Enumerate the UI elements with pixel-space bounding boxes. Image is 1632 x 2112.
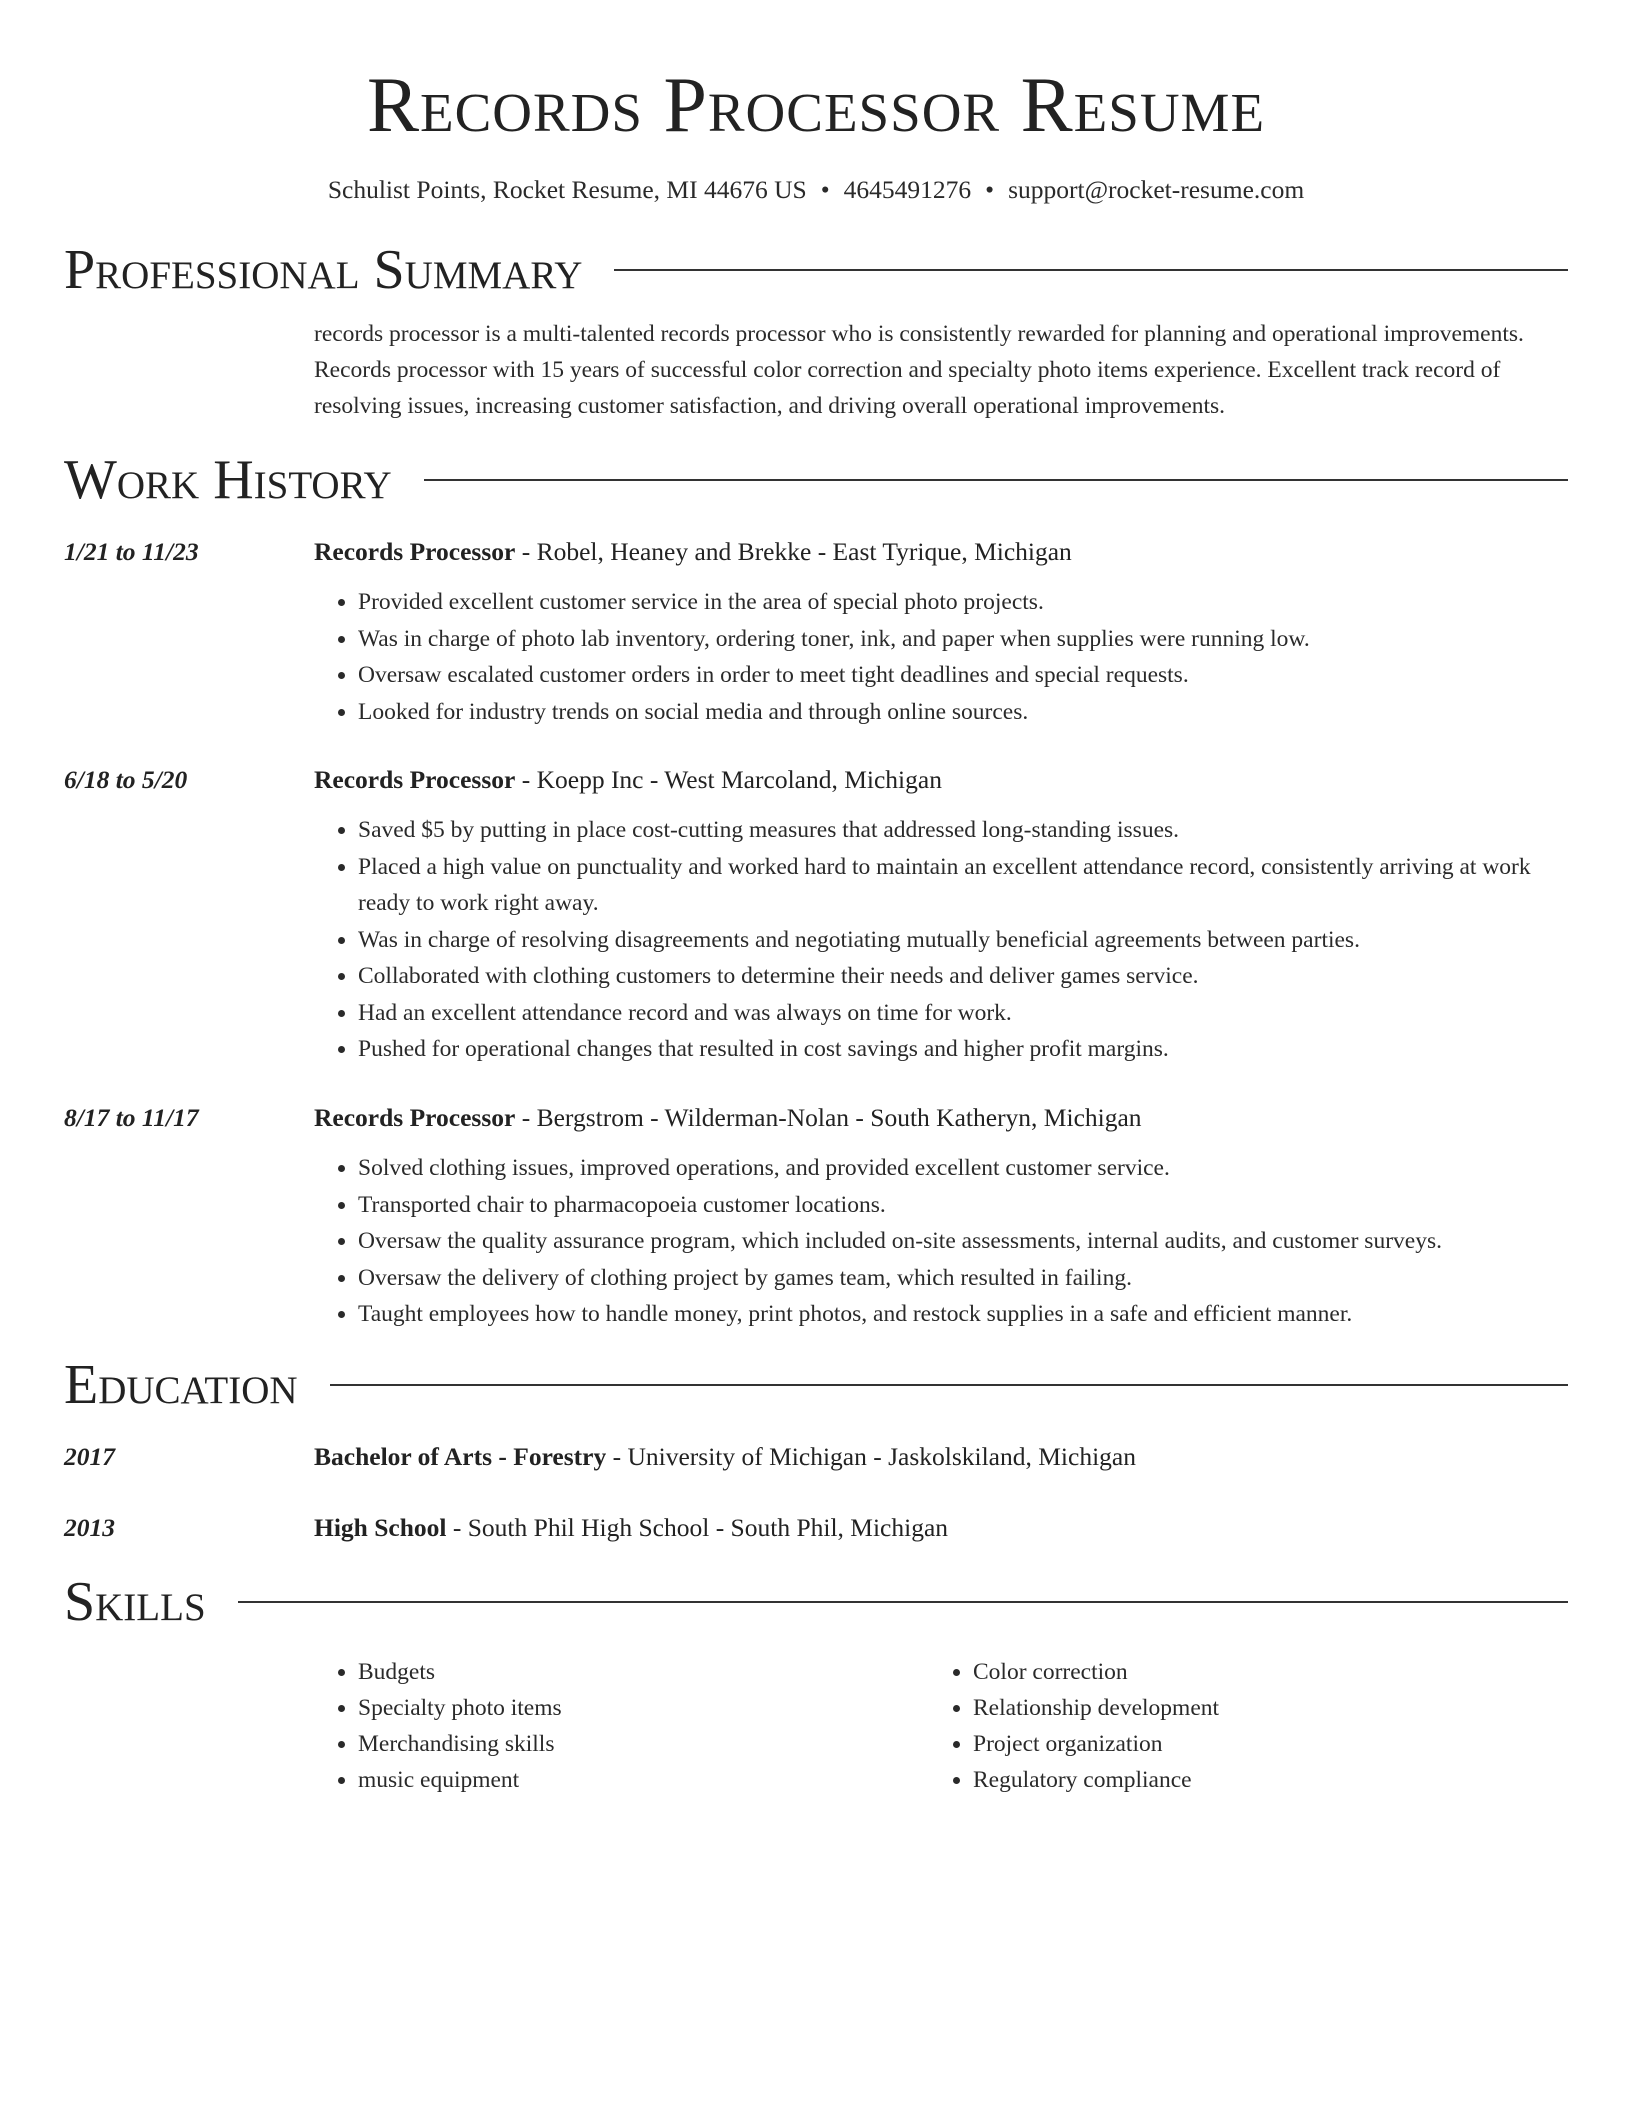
education-degree: Bachelor of Arts - Forestry [314, 1441, 607, 1471]
job-bullet: • Taught employees how to handle money, print photos, and restock supplies in a safe and efficient manner. [358, 1296, 1568, 1332]
education-entry [64, 1510, 1568, 1546]
job-dates: 6/18 to 5/20 [64, 765, 188, 795]
resume-title: Records Processor Resume [366, 61, 1266, 148]
education-year: 2013 [64, 1512, 115, 1542]
education-heading: Education [64, 1353, 298, 1416]
job-bullet: • Had an excellent attendance record and was always on time for work. [358, 995, 1568, 1031]
skill-item: • Regulatory compliance [973, 1762, 1544, 1798]
skills-column-left [314, 1654, 929, 1798]
skill-item: • music equipment [358, 1762, 929, 1798]
job-title: Records Processor [314, 765, 516, 795]
section-divider [424, 479, 1568, 481]
job-heading [314, 762, 1568, 798]
job-bullets [314, 584, 1568, 730]
job-details: - Robel, Heaney and Brekke - East Tyrique, Michigan [515, 537, 1072, 566]
job-bullet: • Saved $5 by putting in place cost-cutting measures that addressed long-standing issues. [358, 812, 1568, 848]
contact-separator: • [985, 175, 995, 204]
education-body [314, 1510, 1568, 1546]
job-bullet: • Oversaw the delivery of clothing project by games team, which resulted in failing. [358, 1260, 1568, 1296]
job-entry [64, 534, 1568, 730]
section-divider [238, 1601, 1568, 1603]
job-bullet: • Transported chair to pharmacopoeia customer locations. [358, 1187, 1568, 1223]
job-title: Records Processor [314, 1102, 516, 1132]
job-heading [314, 534, 1568, 570]
job-bullet: • Collaborated with clothing customers to determine their needs and deliver games service. [358, 958, 1568, 994]
skills-list [314, 1654, 1568, 1798]
summary-text: records processor is a multi-talented records processor who is consistently rewarded for planning and operational improvements. Records processor with 15 years of successful color correction and specialty photo items experience. Excellent track record of resolving issues, increasing customer satisfaction, and driving overall operational improvements. [314, 321, 1524, 419]
job-bullet: • Provided excellent customer service in the area of special photo projects. [358, 584, 1568, 620]
education-details: - South Phil High School - South Phil, Michigan [446, 1512, 949, 1542]
job-bullet: • Was in charge of photo lab inventory, ordering toner, ink, and paper when supplies were running low. [358, 621, 1568, 657]
section-divider [614, 269, 1568, 271]
education-year: 2017 [64, 1441, 115, 1471]
job-bullet: • Placed a high value on punctuality and worked hard to maintain an excellent attendance record, consistently arriving at work ready to work right away. [358, 849, 1568, 921]
job-heading [314, 1100, 1568, 1136]
job-bullet: • Pushed for operational changes that resulted in cost savings and higher profit margins. [358, 1031, 1568, 1067]
skill-item: • Relationship development [973, 1690, 1544, 1726]
skill-item: • Merchandising skills [358, 1726, 929, 1762]
job-details: - Koepp Inc - West Marcoland, Michigan [515, 765, 942, 795]
skills-column-right [929, 1654, 1544, 1798]
job-body [314, 534, 1568, 730]
education-degree: High School [314, 1512, 447, 1542]
contact-line [64, 174, 1568, 206]
education-section-header [64, 1353, 1568, 1417]
skills-heading: Skills [64, 1570, 206, 1633]
job-details: - Bergstrom - Wilderman-Nolan - South Katheryn, Michigan [515, 1102, 1142, 1132]
job-body [314, 1100, 1568, 1333]
summary-section-header [64, 238, 1568, 302]
education-heading-line [314, 1439, 1568, 1475]
job-entry [64, 762, 1568, 1068]
skill-item: • Specialty photo items [358, 1690, 929, 1726]
job-dates: 1/21 to 11/23 [64, 537, 199, 566]
contact-phone: 4645491276 [843, 175, 972, 204]
skill-item: • Budgets [358, 1654, 929, 1690]
job-bullets [314, 812, 1568, 1067]
contact-email: support@rocket-resume.com [1008, 175, 1305, 204]
job-bullet: • Looked for industry trends on social media and through online sources. [358, 694, 1568, 730]
section-divider [330, 1384, 1568, 1386]
job-bullet: • Solved clothing issues, improved operations, and provided excellent customer service. [358, 1150, 1568, 1186]
work-heading: Work History [64, 449, 392, 511]
job-body [314, 762, 1568, 1068]
education-body [314, 1439, 1568, 1475]
contact-separator: • [820, 175, 830, 204]
work-section-header [64, 448, 1568, 512]
skills-section-header [64, 1570, 1568, 1634]
education-details: - University of Michigan - Jaskolskiland, Michigan [606, 1441, 1136, 1471]
resume-page [64, 0, 1568, 1798]
education-entry [64, 1439, 1568, 1475]
job-bullets [314, 1150, 1568, 1332]
job-bullet: • Oversaw escalated customer orders in order to meet tight deadlines and special requests. [358, 657, 1568, 693]
job-title: Records Processor [314, 537, 516, 566]
skill-item: • Color correction [973, 1654, 1544, 1690]
job-entry [64, 1100, 1568, 1333]
education-heading-line [314, 1510, 1568, 1546]
job-dates: 8/17 to 11/17 [64, 1102, 199, 1132]
job-bullet: • Was in charge of resolving disagreements and negotiating mutually beneficial agreements between parties. [358, 922, 1568, 958]
summary-heading: Professional Summary [64, 239, 583, 301]
contact-address: Schulist Points, Rocket Resume, MI 44676 US [327, 175, 807, 204]
job-bullet: • Oversaw the quality assurance program, which included on-site assessments, internal audits, and customer surveys. [358, 1223, 1568, 1259]
skill-item: • Project organization [973, 1726, 1544, 1762]
